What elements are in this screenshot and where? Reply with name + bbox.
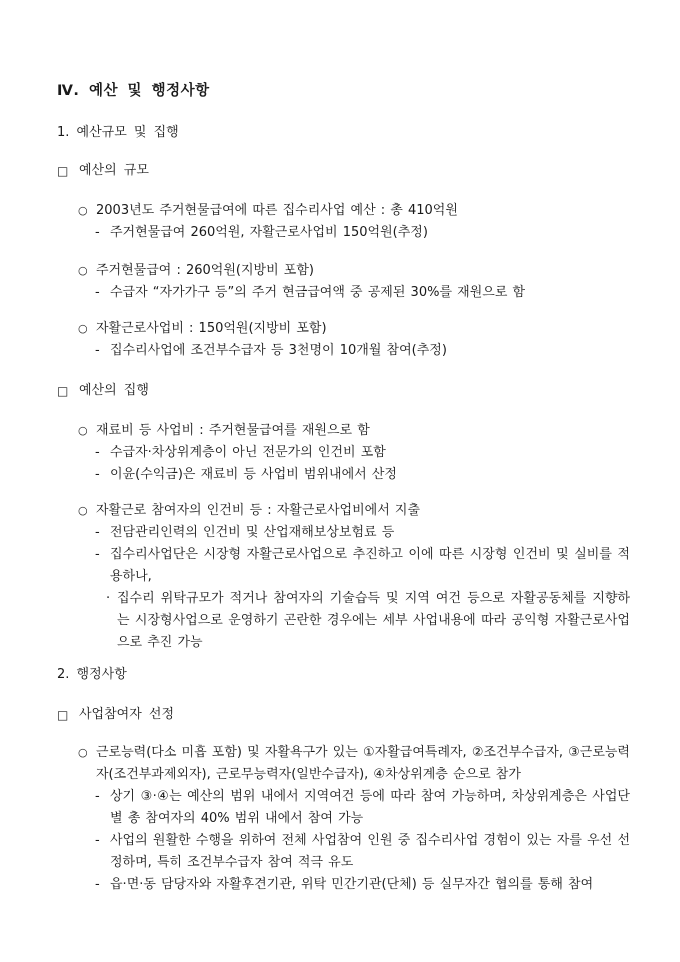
labor-cost-detail-2 [95, 544, 630, 588]
selfsupport-cost-detail-line [95, 340, 630, 362]
line-text: 집수리사업에 조건부수급자 등 3천명이 10개월 참여(추정) [110, 343, 447, 358]
material-cost-detail-2 [95, 464, 630, 486]
participant-selection-heading [57, 704, 630, 726]
line-text: 상기 ③·④는 예산의 범위 내에서 지역여건 등에 따라 참여 가능하며, 차상위계층은 사업단별 총 참여자의 40% 범위 내에서 참여 가능 [110, 789, 630, 826]
section-title-text: 2. 행정사항 [57, 667, 127, 682]
box-bullet-icon: □ [57, 164, 69, 178]
selfsupport-cost-line [78, 318, 630, 340]
budget-execution-heading [57, 380, 630, 402]
box-bullet-icon: □ [57, 384, 69, 398]
participant-detail-2 [95, 830, 630, 874]
heading-text: 예산의 규모 [79, 163, 149, 178]
labor-cost-detail-1 [95, 522, 630, 544]
heading-text: 예산의 집행 [79, 383, 149, 398]
line-text: 자활근로 참여자의 인건비 등 : 자활근로사업비에서 지출 [96, 503, 421, 518]
housing-benefit-detail-line [95, 282, 630, 304]
circle-bullet-icon: ○ [78, 204, 88, 217]
budget-scale-heading [57, 160, 630, 182]
section-1-title [57, 122, 630, 144]
doc-heading [57, 80, 630, 102]
line-text: 집수리사업단은 시장형 자활근로사업으로 추진하고 이에 따른 시장형 인건비 및 실비를 적용하나, [110, 547, 630, 584]
box-bullet-icon: □ [57, 708, 69, 722]
budget-total-line [78, 200, 630, 222]
dash-bullet-icon: - [95, 467, 100, 482]
line-text: 주거현물급여 260억원, 자활근로사업비 150억원(추정) [110, 225, 428, 240]
section-2-title [57, 664, 630, 686]
line-text: 집수리 위탁규모가 적거나 참여자의 기술습득 및 지역 여건 등으로 자활공동체를 지향하는 시장형사업으로 운영하기 곤란한 경우에는 세부 사업내용에 따라 공익형 자활근로사업으로 추진 가능 [117, 591, 630, 650]
circle-bullet-icon: ○ [78, 504, 88, 517]
dash-bullet-icon: - [95, 343, 100, 358]
dash-bullet-icon: - [95, 445, 100, 460]
participant-eligibility-line [78, 742, 630, 786]
line-text: 주거현물급여 : 260억원(지방비 포함) [96, 263, 314, 278]
participant-detail-1 [95, 786, 630, 830]
line-text: 재료비 등 사업비 : 주거현물급여를 재원으로 함 [96, 423, 370, 438]
dash-bullet-icon: - [95, 525, 100, 540]
housing-benefit-line [78, 260, 630, 282]
dash-bullet-icon: - [95, 285, 100, 300]
line-text: 근로능력(다소 미흡 포함) 및 자활욕구가 있는 ①자활급여특례자, ②조건부수급자, ③근로능력자(조건부과제외자), 근로무능력자(일반수급자), ④차상위계층 순으로 참가 [96, 745, 630, 782]
dash-bullet-icon: - [95, 789, 100, 804]
section-title-text: 1. 예산규모 및 집행 [57, 125, 179, 140]
circle-bullet-icon: ○ [78, 264, 88, 277]
line-text: 전담관리인력의 인건비 및 산업재해보상보험료 등 [110, 525, 395, 540]
line-text: 수급자 “자가가구 등”의 주거 현금급여액 중 공제된 30%를 재원으로 함 [110, 285, 526, 300]
dot-bullet-icon: · [106, 591, 111, 606]
dash-bullet-icon: - [95, 547, 100, 562]
labor-cost-note-line [106, 588, 630, 654]
line-text: 사업의 원활한 수행을 위하여 전체 사업참여 인원 중 집수리사업 경험이 있는 자를 우선 선정하며, 특히 조건부수급자 참여 적극 유도 [110, 833, 630, 870]
circle-bullet-icon: ○ [78, 424, 88, 437]
line-text: 수급자·차상위계층이 아닌 전문가의 인건비 포함 [110, 445, 386, 460]
line-text: 2003년도 주거현물급여에 따른 집수리사업 예산 : 총 410억원 [96, 203, 458, 218]
budget-breakdown-line [95, 222, 630, 244]
participant-detail-3 [95, 874, 630, 896]
circle-bullet-icon: ○ [78, 746, 88, 759]
line-text: 자활근로사업비 : 150억원(지방비 포함) [96, 321, 327, 336]
line-text: 이윤(수익금)은 재료비 등 사업비 범위내에서 산정 [110, 467, 397, 482]
material-cost-detail-1 [95, 442, 630, 464]
material-cost-line [78, 420, 630, 442]
line-text: 읍·면·동 담당자와 자활후견기관, 위탁 민간기관(단체) 등 실무자간 협의를 통해 참여 [110, 877, 594, 892]
dash-bullet-icon: - [95, 877, 100, 892]
heading-text: 사업참여자 선정 [79, 707, 175, 722]
participant-labor-cost-line [78, 500, 630, 522]
dash-bullet-icon: - [95, 833, 100, 848]
dash-bullet-icon: - [95, 225, 100, 240]
circle-bullet-icon: ○ [78, 322, 88, 335]
doc-heading-text: Ⅳ. 예산 및 행정사항 [57, 83, 210, 99]
